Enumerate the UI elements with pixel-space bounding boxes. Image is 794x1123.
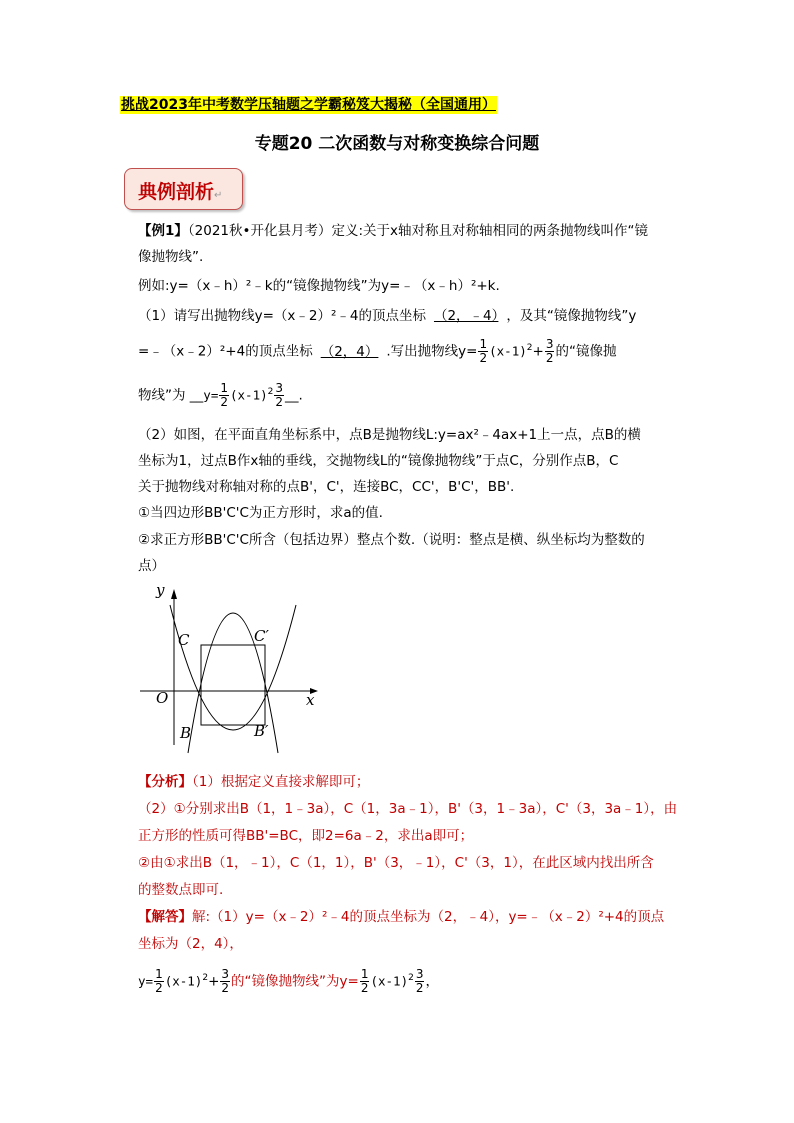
question-2-part-1: ①当四边形BB'C'C为正方形时，求a的值. xyxy=(138,505,383,521)
point-B-label: B xyxy=(180,724,192,742)
point-C-prime-label: C′ xyxy=(254,627,269,645)
answer-vertex-1: （2，﹣4） xyxy=(433,308,499,324)
fraction-half: $\frac{1}{2}$ xyxy=(479,337,488,365)
series-title: 挑战2023年中考数学压轴题之学霸秘笈大揭秘（全国通用） xyxy=(121,97,496,113)
fraction-three-half: $\frac{3}{2}$ xyxy=(545,337,554,365)
y-axis-label: y xyxy=(156,585,165,599)
analysis-line-4: ②由①求出B（1，﹣1），C（1，1），B'（3，﹣1），C'（3，1），在此区域内找出所含 xyxy=(138,855,654,871)
answer-vertex-2: （2，4） xyxy=(320,343,379,360)
analysis-line-5: 的整数点即可. xyxy=(138,882,224,898)
question-2-part-2: ②求正方形BB'C'C所含（包括边界）整点个数.（说明：整点是横、纵坐标均为整数的 xyxy=(138,532,645,548)
analysis-line-3: 正方形的性质可得BB'=BC，即2=6a﹣2，求出a即可； xyxy=(138,828,474,844)
question-2-line-2: 坐标为1，过点B作x轴的垂线，交抛物线L的“镜像抛物线”于点C，分别作点B，C xyxy=(138,453,619,469)
analysis-tag: 【分析】 xyxy=(138,774,192,790)
solution-line-1: 【解答】解:（1）y=（x﹣2）²﹣4的顶点坐标为（2，﹣4），y=﹣（x﹣2）²+4的顶点 xyxy=(138,909,665,925)
question-1-line-3: 物线”为 __y= $\frac{1}{2}$ $(x-1)^2$ $\frac{3}{2}$ __. xyxy=(138,381,303,409)
x-axis-label: x xyxy=(306,691,315,709)
question-2-line-3: 关于抛物线对称轴对称的点B'，C'，连接BC，CC'，B'C'，BB'. xyxy=(138,479,515,495)
question-2-line-1: （2）如图，在平面直角坐标系中，点B是抛物线L:y=ax²﹣4ax+1上一点，点B的横 xyxy=(138,427,641,443)
square-BB'C'C xyxy=(201,645,265,725)
parabola-figure xyxy=(130,585,330,765)
point-B-prime-label: B′ xyxy=(254,722,269,740)
solution-line-2: 坐标为（2，4）， xyxy=(138,936,243,952)
page-title: 专题20 二次函数与对称变换综合问题 xyxy=(254,134,540,154)
question-1-line-1: （1）请写出抛物线y=（x﹣2）²﹣4的顶点坐标 （2，﹣4） ，及其“镜像抛物线”y xyxy=(138,308,637,324)
question-2-part-2-cont: 点） xyxy=(138,558,165,574)
paragraph-mark-icon: ↵ xyxy=(214,190,223,201)
section-badge xyxy=(124,168,243,210)
solution-tag: 【解答】 xyxy=(138,909,192,925)
example-instance: 例如:y=（x﹣h）²﹣k的“镜像抛物线”为y=﹣（x﹣h）²+k. xyxy=(138,278,500,294)
example-tag: 【例1】 xyxy=(138,223,188,239)
example-source: （2021秋•开化县月考） xyxy=(187,223,332,239)
example-line-2: 像抛物线”. xyxy=(138,249,204,265)
badge-label: 典例剖析 xyxy=(138,181,215,203)
definition-text: 定义:关于x轴对称且对称轴相同的两条抛物线叫作“镜 xyxy=(331,223,649,239)
analysis-line-1: 【分析】（1）根据定义直接求解即可； xyxy=(138,774,370,790)
example-line-1 xyxy=(138,221,648,241)
origin-label: O xyxy=(156,689,169,707)
question-1-line-2: =﹣（x﹣2）²+4的顶点坐标 （2，4） .写出抛物线y= $\frac{1}{2}$ $(x-1)^2+$ $\frac{3}{2}$ 的“镜像抛 xyxy=(138,337,617,365)
point-C-label: C xyxy=(178,631,190,649)
y-axis-arrow-icon xyxy=(171,589,177,599)
analysis-line-2: （2）①分别求出B（1，1﹣3a），C（1，3a﹣1），B'（3，1﹣3a），C'（3，3a﹣1），由 xyxy=(138,801,678,817)
parabola-L xyxy=(170,605,296,730)
solution-line-3: y= $\frac{1}{2}$ $(x-1)^2+$ $\frac{3}{2}$ 的“镜像抛物线”为y= $\frac{1}{2}$ $(x-1)^2$ $\frac{3}{2}$ ， xyxy=(138,967,439,995)
